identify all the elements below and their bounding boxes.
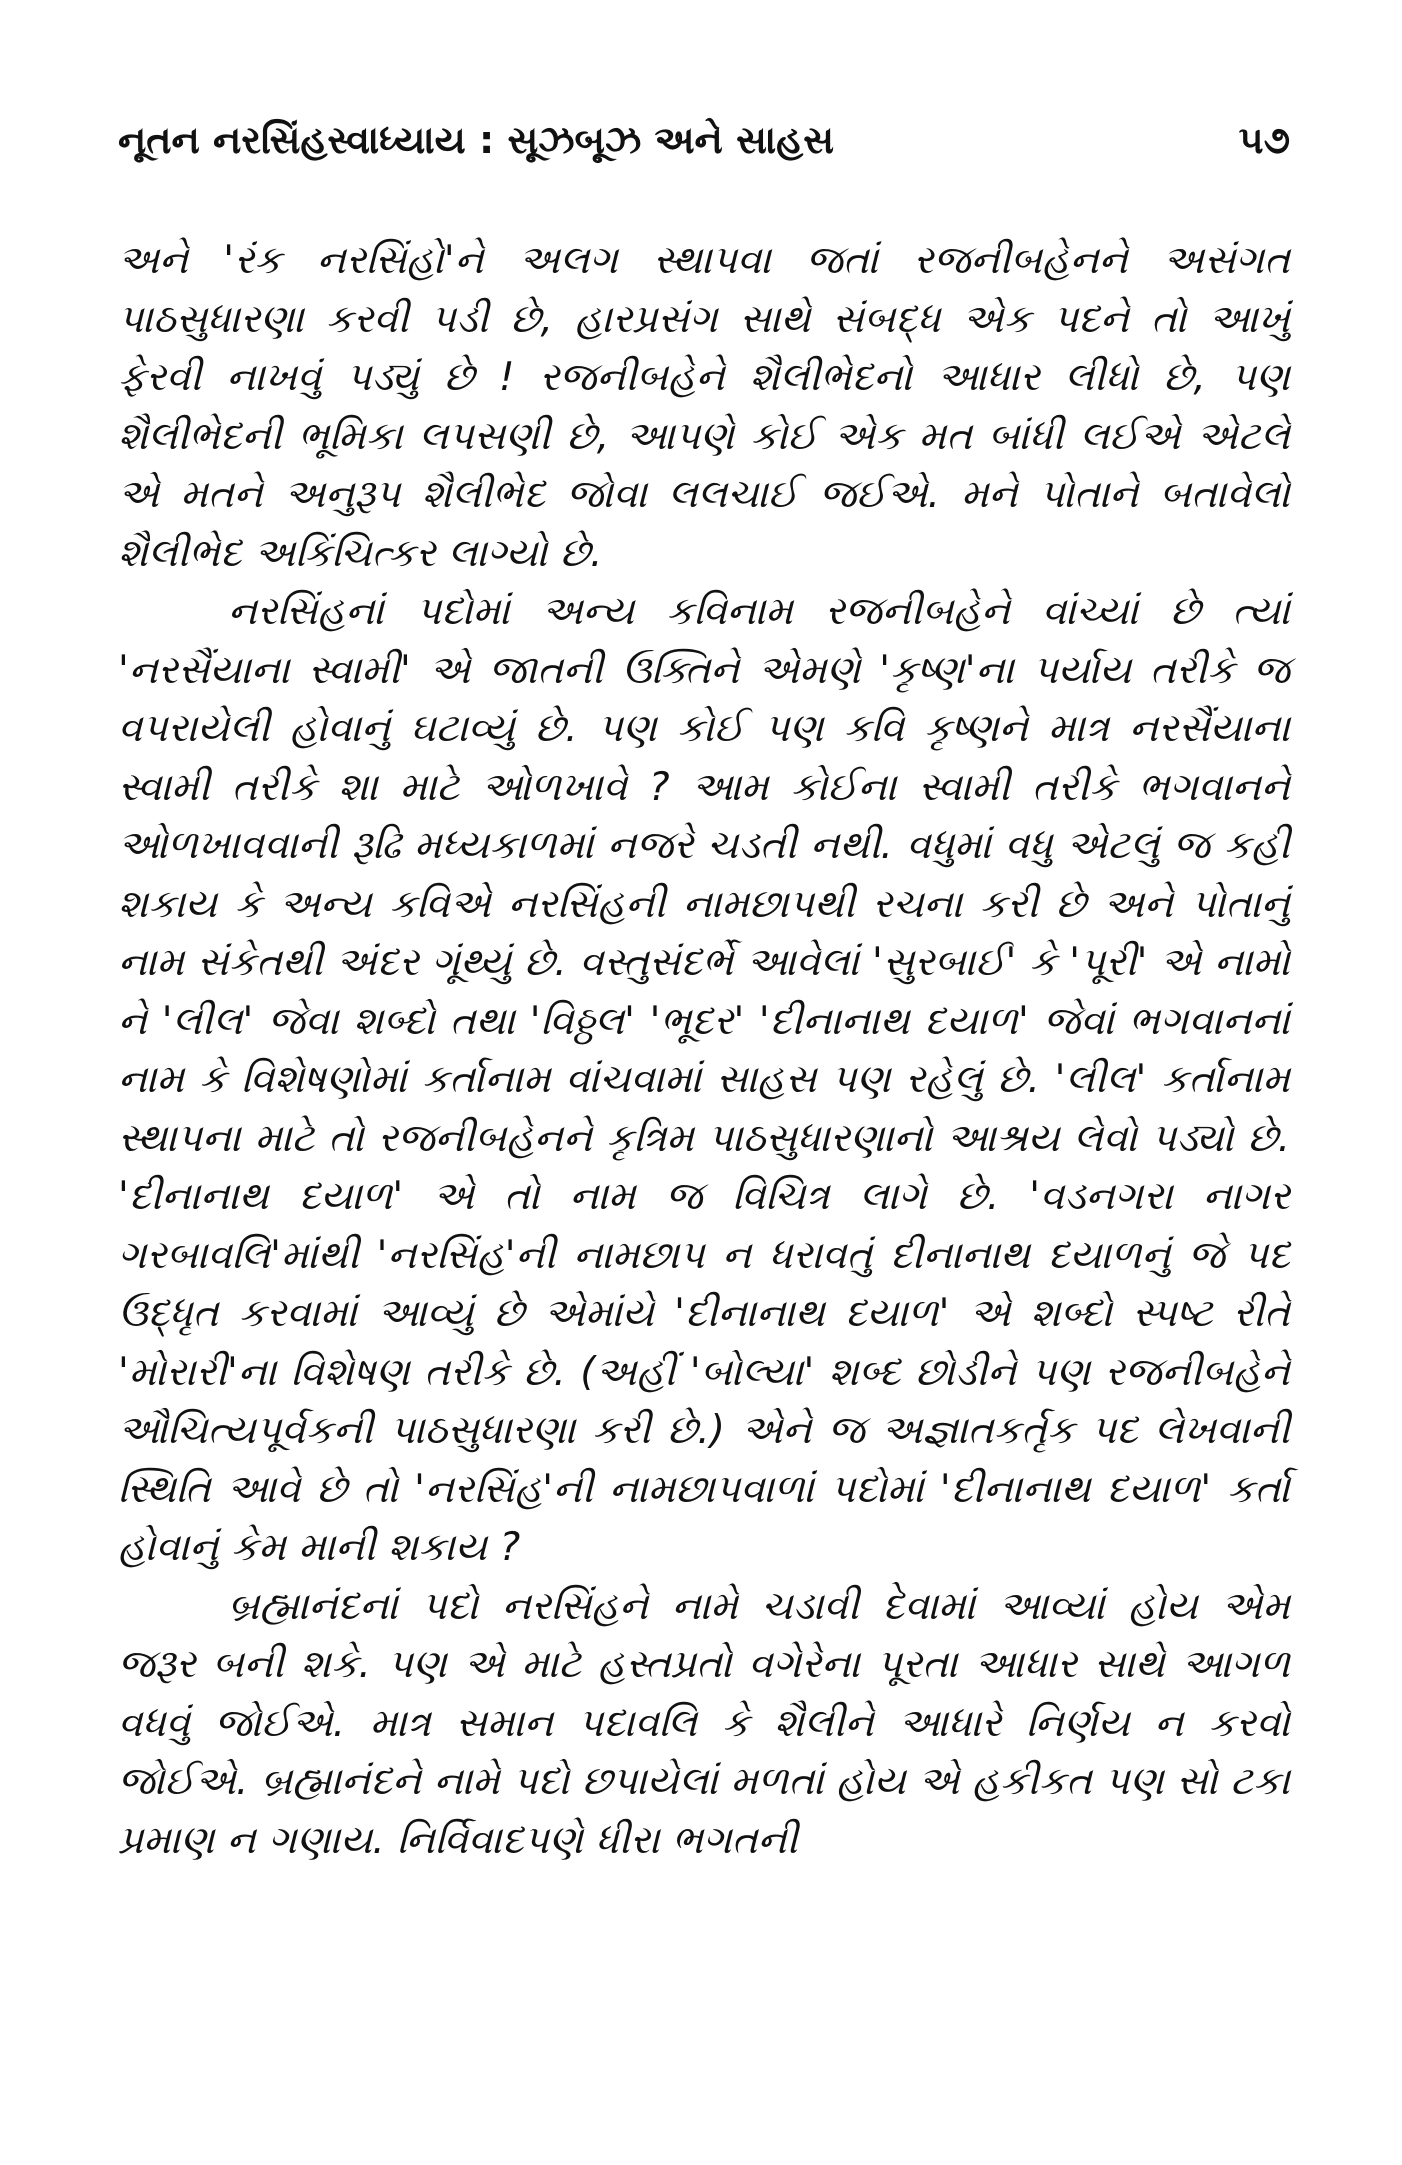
page-number: ૫૭ xyxy=(1238,118,1290,162)
running-head xyxy=(118,118,1290,178)
paragraph-1: અને 'રંક નરસિંહો'ને અલગ સ્થાપવા જતાં રજનીબહેનને અસંગત પાઠસુધારણા કરવી પડી છે, હારપ્રસંગ સાથે સંબદ્ધ એક પદને તો આખું ફેરવી નાખવું પડ્યું છે ! રજનીબહેને શૈલીભેદનો આધાર લીધો છે, પણ શૈલીભેદની ભૂમિકા લપસણી છે, આપણે કોઈ એક મત બાંધી લઈએ એટલે એ મતને અનુરૂપ શૈલીભેદ જોવા લલચાઈ જઈએ. મને પોતાને બતાવેલો શૈલીભેદ અકિંચિત્કર લાગ્યો છે. xyxy=(118,238,1290,576)
running-head-title: નૂતન નરસિંહસ્વાધ્યાય : સૂઝબૂઝ અને સાહસ xyxy=(118,118,834,162)
paragraph-3: બ્રહ્માનંદનાં પદો નરસિંહને નામે ચડાવી દેવામાં આવ્યાં હોય એમ જરૂર બની શકે. પણ એ માટે હસ્તપ્રતો વગેરેના પૂરતા આધાર સાથે આગળ વધવું જોઈએ. માત્ર સમાન પદાવલિ કે શૈલીને આધારે નિર્ણય ન કરવો જોઈએ. બ્રહ્માનંદને નામે પદો છપાયેલાં મળતાં હોય એ હકીકત પણ સો ટકા પ્રમાણ ન ગણાય. નિર્વિવાદપણે ધીરા ભગતની xyxy=(118,1583,1290,1863)
paragraph-2: નરસિંહનાં પદોમાં અન્ય કવિનામ રજનીબહેને વાંચ્યાં છે ત્યાં 'નરસૈંયાના સ્વામી' એ જાતની ઉક્તિને એમણે 'કૃષ્ણ'ના પર્યાય તરીકે જ વપરાયેલી હોવાનું ઘટાવ્યું છે. પણ કોઈ પણ કવિ કૃષ્ણને માત્ર નરસૈંયાના સ્વામી તરીકે શા માટે ઓળખાવે ? આમ કોઈના સ્વામી તરીકે ભગવાનને ઓળખાવવાની રૂઢિ મધ્યકાળમાં નજરે ચડતી નથી. વધુમાં વધુ એટલું જ કહી શકાય કે અન્ય કવિએ નરસિંહની નામછાપથી રચના કરી છે અને પોતાનું નામ સંકેતથી અંદર ગૂંથ્યું છે. વસ્તુસંદર્ભે આવેલાં 'સુરબાઈ' કે 'પૂરી' એ નામો ને 'લીલ' જેવા શબ્દો તથા 'વિઠ્ઠલ' 'ભૂદર' 'દીનાનાથ દયાળ' જેવાં ભગવાનનાં નામ કે વિશેષણોમાં કર્તાનામ વાંચવામાં સાહસ પણ રહેલું છે. 'લીલ' કર્તાનામ સ્થાપના માટે તો રજનીબહેનને કૃત્રિમ પાઠસુધારણાનો આશ્રય લેવો પડ્યો છે. 'દીનાનાથ દયાળ' એ તો નામ જ વિચિત્ર લાગે છે. 'વડનગરા નાગર ગરબાવલિ'માંથી 'નરસિંહ'ની નામછાપ ન ધરાવતું દીનાનાથ દયાળનું જે પદ ઉદ્ધૃત કરવામાં આવ્યું છે એમાંયે 'દીનાનાથ દયાળ' એ શબ્દો સ્પષ્ટ રીતે 'મોરારી'ના વિશેષણ તરીકે છે. (અહીં 'બોલ્યા' શબ્દ છોડીને પણ રજનીબહેને ઔચિત્યપૂર્વકની પાઠસુધારણા કરી છે.) એને જ અજ્ઞાતકર્તૃક પદ લેખવાની સ્થિતિ આવે છે તો 'નરસિંહ'ની નામછાપવાળાં પદોમાં 'દીનાનાથ દયાળ' કર્તા હોવાનું કેમ માની શકાય ? xyxy=(118,589,1290,1570)
body-text xyxy=(118,232,1290,1870)
